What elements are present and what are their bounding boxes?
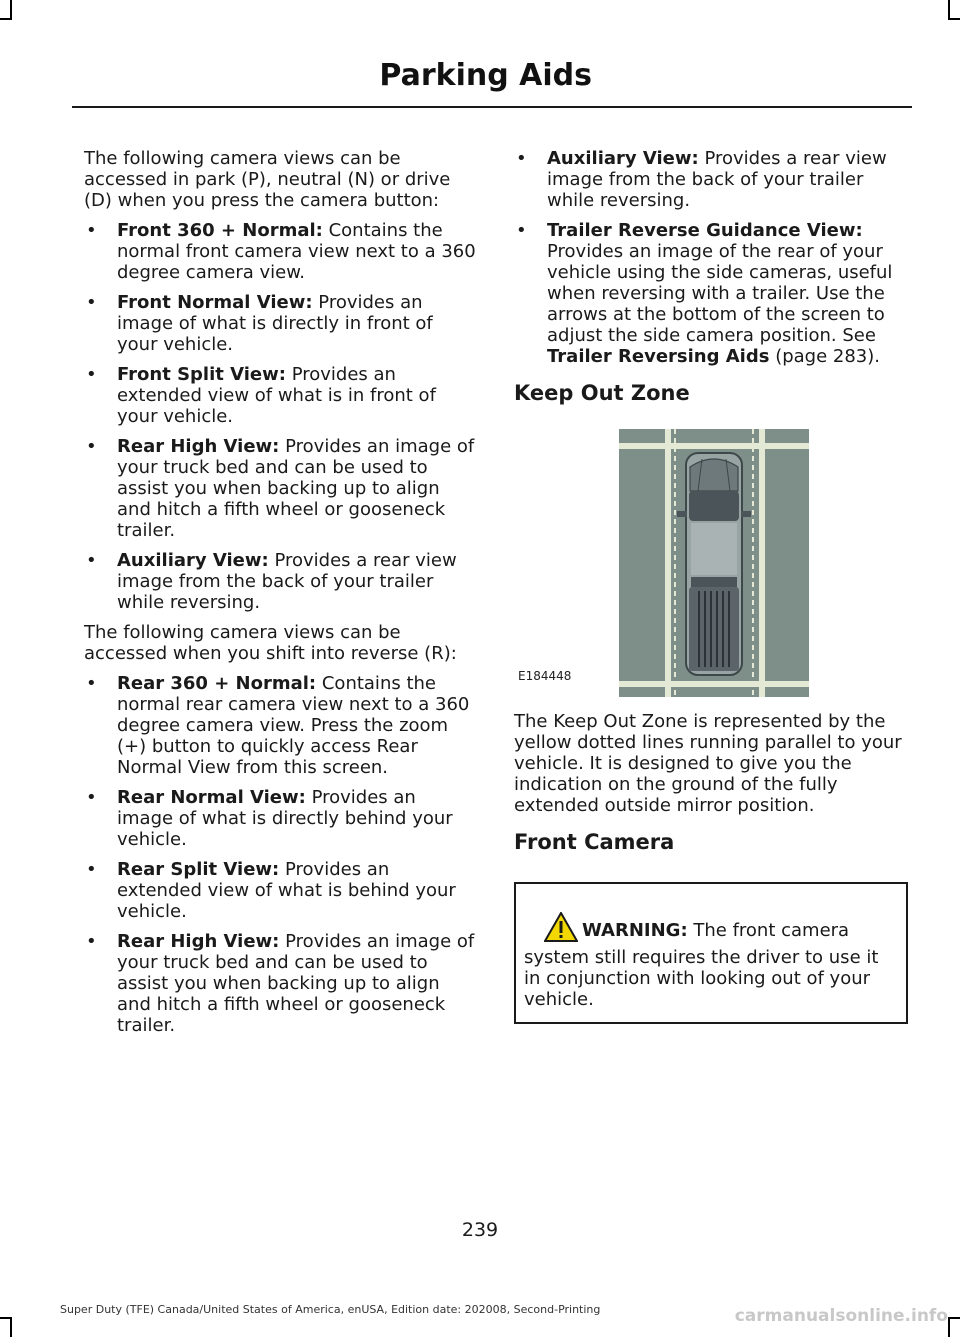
item-term: Front Split View:	[117, 364, 286, 385]
item-text: Provides an image of what is directly behind your vehicle.	[117, 787, 453, 850]
bullet-icon: •	[86, 931, 97, 952]
item-text: Provides an extended view of what is in front of your vehicle.	[117, 364, 436, 427]
bullet-icon: •	[516, 148, 527, 169]
item-term: Rear Normal View:	[117, 787, 306, 808]
item-text: Provides an image of your truck bed and can be used to assist you when backing up to align and hitch a fifth wheel or gooseneck trailer.	[117, 931, 475, 1036]
intro-paragraph: The following camera views can be accessed in park (P), neutral (N) or drive (D) when you press the camera button:	[84, 148, 451, 211]
page-reference: (page 283).	[775, 346, 880, 367]
list-item	[84, 550, 476, 613]
crop-mark	[0, 1317, 12, 1319]
crop-mark	[10, 0, 12, 18]
list-item	[84, 787, 476, 850]
item-term: Front 360 + Normal:	[117, 220, 323, 241]
left-column	[84, 148, 476, 1045]
warning-label: WARNING:	[582, 920, 688, 941]
bullet-icon: •	[86, 673, 97, 694]
bullet-icon: •	[86, 787, 97, 808]
keep-out-zone-paragraph: The Keep Out Zone is represented by the yellow dotted lines running parallel to your vehicle. It is designed to give you the indication on the ground of the fully extended outside mirror position.	[514, 711, 902, 816]
bullet-icon: •	[86, 550, 97, 571]
item-text: Contains the normal front camera view next to a 360 degree camera view.	[117, 220, 476, 283]
camera-views-list-drive	[84, 220, 476, 613]
list-item	[84, 292, 476, 355]
item-text: Provides a rear view image from the back of your trailer while reversing.	[117, 550, 457, 613]
list-item	[84, 859, 476, 922]
item-text: Provides an image of what is directly in front of your vehicle.	[117, 292, 433, 355]
bullet-icon: •	[86, 220, 97, 241]
item-term: Rear High View:	[117, 931, 280, 952]
crop-mark	[948, 1317, 960, 1319]
bullet-icon: •	[86, 859, 97, 880]
item-term: Rear Split View:	[117, 859, 280, 880]
watermark: carmanualsonline.info	[734, 1306, 948, 1326]
item-term: Front Normal View:	[117, 292, 313, 313]
footer-edition: Super Duty (TFE) Canada/United States of America, enUSA, Edition date: 202008, Second-Printing	[60, 1303, 601, 1316]
page-title: Parking Aids	[379, 58, 592, 93]
item-text: Provides an image of your truck bed and can be used to assist you when backing up to align and hitch a fifth wheel or gooseneck trailer.	[117, 436, 475, 541]
list-item	[84, 220, 476, 283]
bullet-icon: •	[86, 364, 97, 385]
list-item	[514, 220, 908, 367]
item-term: Rear 360 + Normal:	[117, 673, 317, 694]
figure-id: E184448	[518, 669, 572, 683]
warning-triangle-icon	[544, 912, 578, 947]
truck-top-view-illustration	[619, 429, 809, 697]
intro-paragraph-reverse: The following camera views can be accessed when you shift into reverse (R):	[84, 622, 457, 664]
page-number: 239	[461, 1219, 499, 1241]
bullet-icon: •	[86, 292, 97, 313]
crop-mark	[0, 18, 12, 20]
item-text: Provides a rear view image from the back of your trailer while reversing.	[547, 148, 887, 211]
crop-mark	[948, 0, 950, 18]
bullet-icon: •	[86, 436, 97, 457]
camera-views-list-continued	[514, 148, 908, 367]
list-item	[514, 148, 908, 211]
crop-mark	[948, 1319, 950, 1337]
section-heading-keep-out-zone: Keep Out Zone	[514, 381, 690, 405]
right-column	[514, 148, 908, 1024]
warning-text: The front camera system still requires the driver to use it in conjunction with looking out of your vehicle.	[524, 920, 879, 1010]
crop-mark	[948, 18, 960, 20]
item-term: Rear High View:	[117, 436, 280, 457]
cross-reference-link[interactable]: Trailer Reversing Aids	[547, 346, 770, 367]
crop-mark	[10, 1319, 12, 1337]
item-term: Auxiliary View:	[117, 550, 269, 571]
item-text: Contains the normal rear camera view next to a 360 degree camera view. Press the zoom (+) button to quickly access Rear Normal View from this screen.	[117, 673, 470, 778]
bullet-icon: •	[516, 220, 527, 241]
header-divider	[72, 106, 912, 108]
item-term: Auxiliary View:	[547, 148, 699, 169]
warning-box	[514, 882, 908, 1024]
keep-out-zone-figure	[514, 427, 904, 699]
list-item	[84, 364, 476, 427]
list-item	[84, 673, 476, 778]
item-text: Provides an extended view of what is behind your vehicle.	[117, 859, 456, 922]
item-text: Provides an image of the rear of your vehicle using the side cameras, useful when reversing with a trailer. Use the arrows at the bottom of the screen to adjust the side camera position. See	[547, 241, 893, 346]
section-heading-front-camera: Front Camera	[514, 830, 675, 854]
camera-views-list-reverse	[84, 673, 476, 1036]
list-item	[84, 436, 476, 541]
list-item	[84, 931, 476, 1036]
item-term: Trailer Reverse Guidance View:	[547, 220, 863, 241]
